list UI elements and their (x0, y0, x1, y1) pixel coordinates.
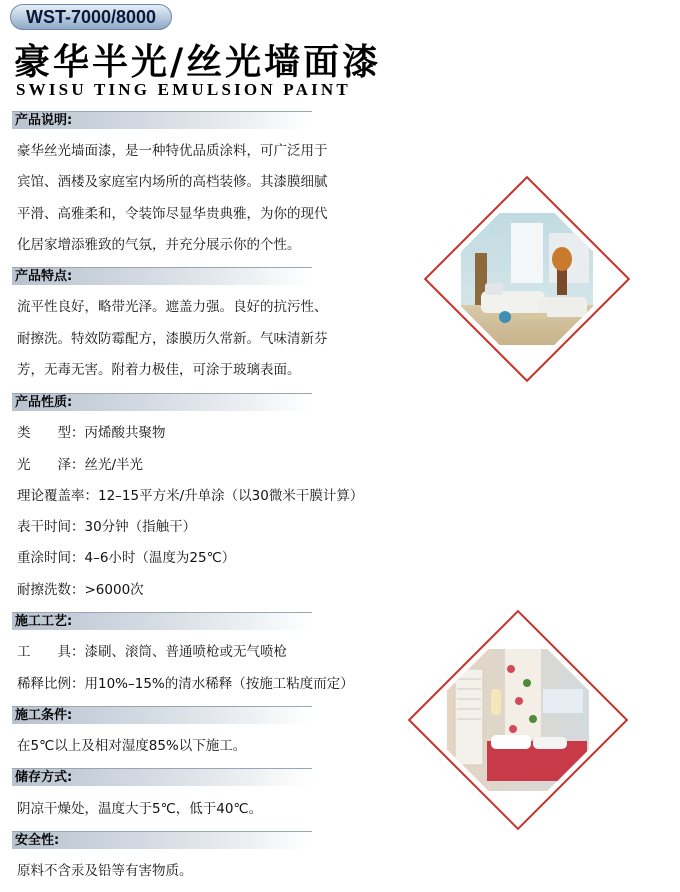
storage-line: 阴凉干燥处，温度大于5℃，低于40℃。 (17, 801, 263, 817)
description-line: 平滑、高雅柔和，令装饰尽显华贵典雅，为你的现代 (17, 206, 328, 222)
property-scrub-resistance: 耐擦洗数：>6000次 (17, 582, 144, 598)
section-heading-label: 产品性质: (15, 395, 73, 410)
features-line: 芳，无毒无害。附着力极佳，可涂于玻璃表面。 (17, 362, 301, 378)
section-heading-description (12, 111, 312, 129)
features-line: 耐擦洗。特效防霉配方，漆膜历久常新。气味清新芬 (17, 331, 328, 347)
features-line: 流平性良好，略带光泽。遮盖力强。良好的抗污性、 (17, 299, 328, 315)
property-coverage: 理论覆盖率：12–15平方米/升单涂（以30微米干膜计算） (17, 488, 364, 504)
property-gloss: 光 泽：丝光/半光 (17, 457, 144, 473)
section-heading-label: 产品特点: (15, 269, 73, 284)
product-title-cn: 豪华半光/丝光墙面漆 (14, 41, 382, 83)
property-type: 类 型：丙烯酸共聚物 (17, 425, 166, 441)
section-heading-properties (12, 393, 312, 411)
section-heading-safety (12, 831, 312, 849)
description-line: 宾馆、酒楼及家庭室内场所的高档装修。其漆膜细腻 (17, 174, 328, 190)
bedroom-photo (418, 620, 619, 821)
section-heading-storage (12, 768, 312, 786)
living-room-illustration (461, 213, 593, 345)
section-heading-conditions (12, 706, 312, 724)
conditions-line: 在5℃以上及相对湿度85%以下施工。 (17, 738, 247, 754)
model-badge: WST-7000/8000 (10, 4, 172, 30)
section-heading-features (12, 267, 312, 285)
process-dilution: 稀释比例：用10%–15%的清水稀释（按施工粘度而定） (17, 676, 354, 692)
section-heading-label: 施工工艺: (15, 614, 73, 629)
section-heading-label: 安全性: (15, 833, 60, 848)
section-heading-label: 储存方式: (15, 770, 73, 785)
section-heading-process (12, 612, 312, 630)
living-room-photo (434, 186, 621, 373)
process-tools: 工 具：漆刷、滚筒、普通喷枪或无气喷枪 (17, 644, 287, 660)
property-dry-time: 表干时间：30分钟（指触干） (17, 519, 197, 535)
description-line: 豪华丝光墙面漆，是一种特优品质涂料，可广泛用于 (17, 143, 328, 159)
bedroom-illustration (447, 649, 589, 791)
product-title-en: SWISU TING EMULSION PAINT (16, 80, 351, 99)
section-heading-label: 产品说明: (15, 113, 73, 128)
safety-line: 原料不含汞及铅等有害物质。 (17, 863, 193, 879)
description-line: 化居家增添雅致的气氛，并充分展示你的个性。 (17, 237, 301, 253)
section-heading-label: 施工条件: (15, 708, 73, 723)
property-recoat-time: 重涂时间：4–6小时（温度为25℃） (17, 550, 236, 566)
